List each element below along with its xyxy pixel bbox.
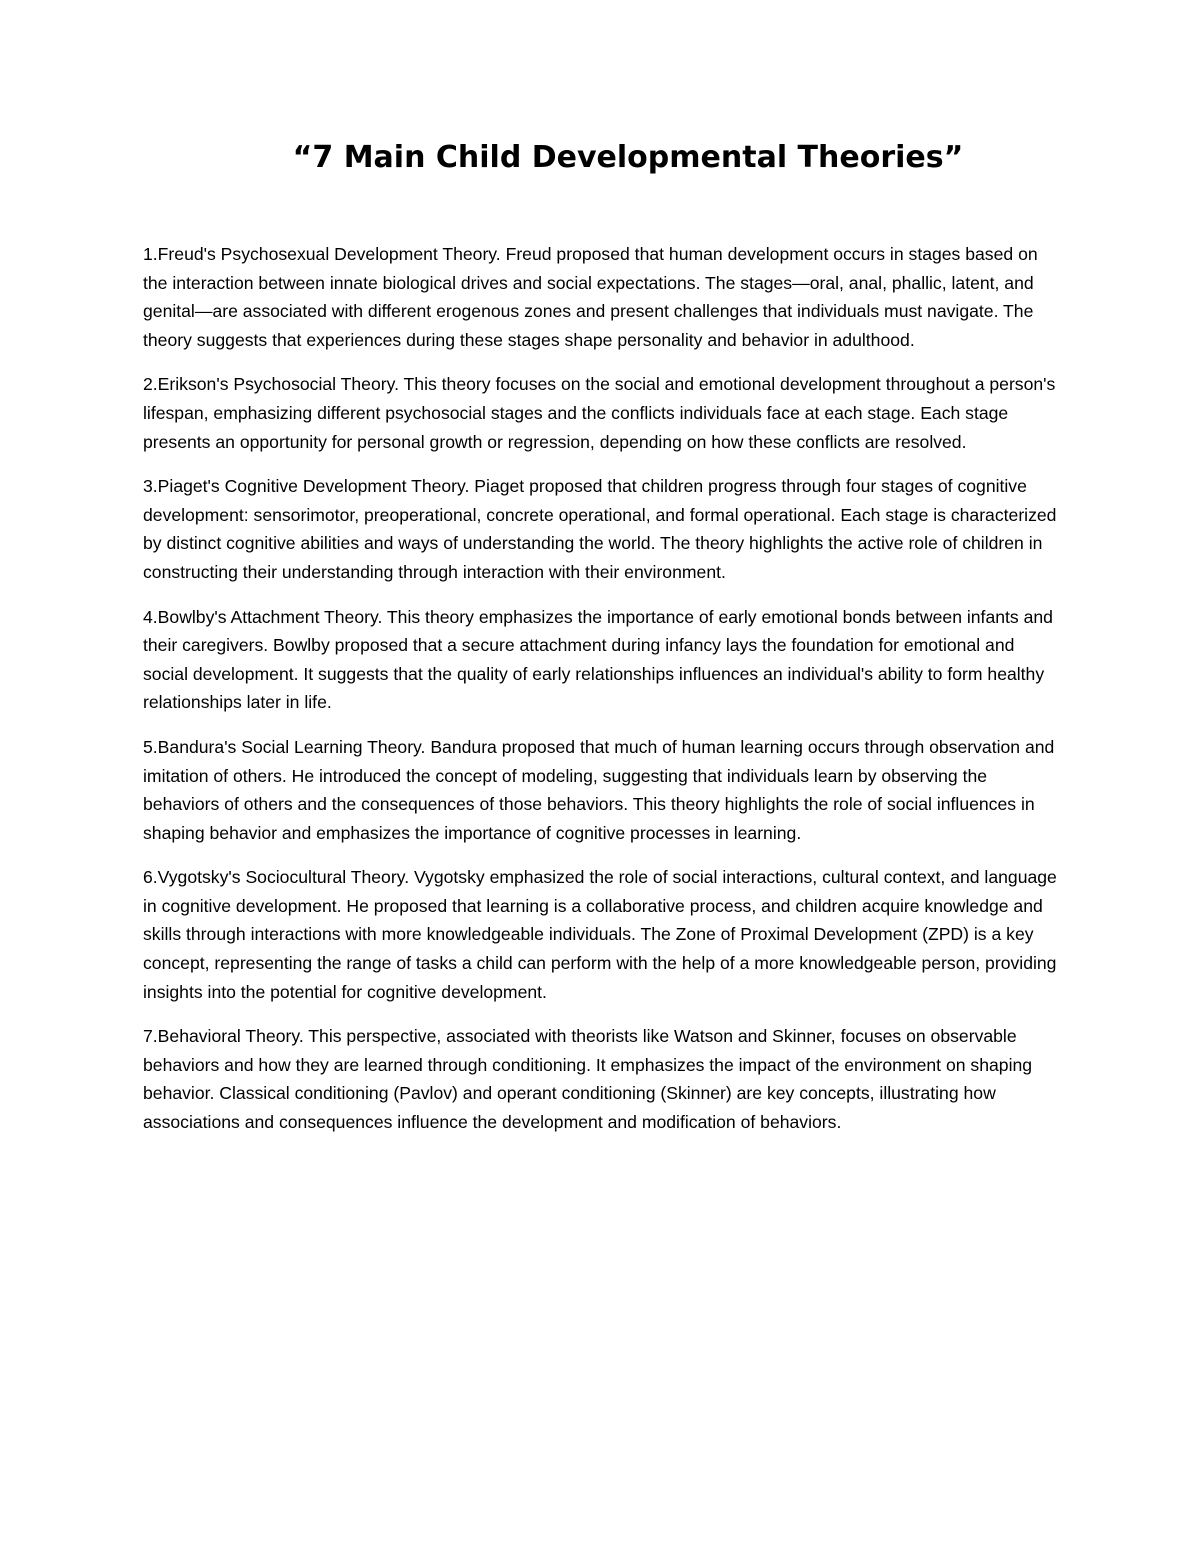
paragraph-bowlby: 4.Bowlby's Attachment Theory. This theory emphasizes the importance of early emotional bonds between infants and their caregivers. Bowlby proposed that a secure attachment during infancy lays the foundation for emotional and social development. It suggests that the quality of early relationships influences an individual's ability to form healthy relationships later in life.	[143, 606, 1053, 713]
paragraph-bandura: 5.Bandura's Social Learning Theory. Bandura proposed that much of human learning occurs through observation and imitation of others. He introduced the concept of modeling, suggesting that individuals learn by observing the behaviors of others and the consequences of those behaviors. This theory highlights the role of social influences in shaping behavior and emphasizes the importance of cognitive processes in learning.	[143, 736, 1055, 843]
document-title: “7 Main Child Developmental Theories”	[292, 140, 964, 175]
paragraph-piaget: 3.Piaget's Cognitive Development Theory. Piaget proposed that children progress through four stages of cognitive development: sensorimotor, preoperational, concrete operational, and formal operational. Each stage is characterized by distinct cognitive abilities and ways of understanding the world. The theory highlights the active role of children in constructing their understanding through interaction with their environment.	[143, 476, 1057, 582]
paragraph-freud: 1.Freud's Psychosexual Development Theory. Freud proposed that human development occurs in stages based on the interaction between innate biological drives and social expectations. The stages—oral, anal, phallic, latent, and genital—are associated with different erogenous zones and present challenges that individuals must navigate. The theory suggests that experiences during these stages shape personality and behavior in adulthood.	[143, 244, 1038, 350]
paragraph-behavioral: 7.Behavioral Theory. This perspective, associated with theorists like Watson and Skinner, focuses on observable behaviors and how they are learned through conditioning. It emphasizes the impact of the environment on shaping behavior. Classical conditioning (Pavlov) and operant conditioning (Skinner) are key concepts, illustrating how associations and consequences influence the development and modification of behaviors.	[143, 1026, 1033, 1133]
document-body	[143, 240, 1058, 1153]
paragraph-erikson: 2.Erikson's Psychosocial Theory. This theory focuses on the social and emotional development throughout a person's lifespan, emphasizing different psychosocial stages and the conflicts individuals face at each stage. Each stage presents an opportunity for personal growth or regression, depending on how these conflicts are resolved.	[143, 374, 1056, 452]
paragraph-vygotsky: 6.Vygotsky's Sociocultural Theory. Vygotsky emphasized the role of social interactions, cultural context, and language in cognitive development. He proposed that learning is a collaborative process, and children acquire knowledge and skills through interactions with more knowledgeable individuals. The Zone of Proximal Development (ZPD) is a key concept, representing the range of tasks a child can perform with the help of a more knowledgeable person, providing insights into the potential for cognitive development.	[143, 867, 1057, 1002]
